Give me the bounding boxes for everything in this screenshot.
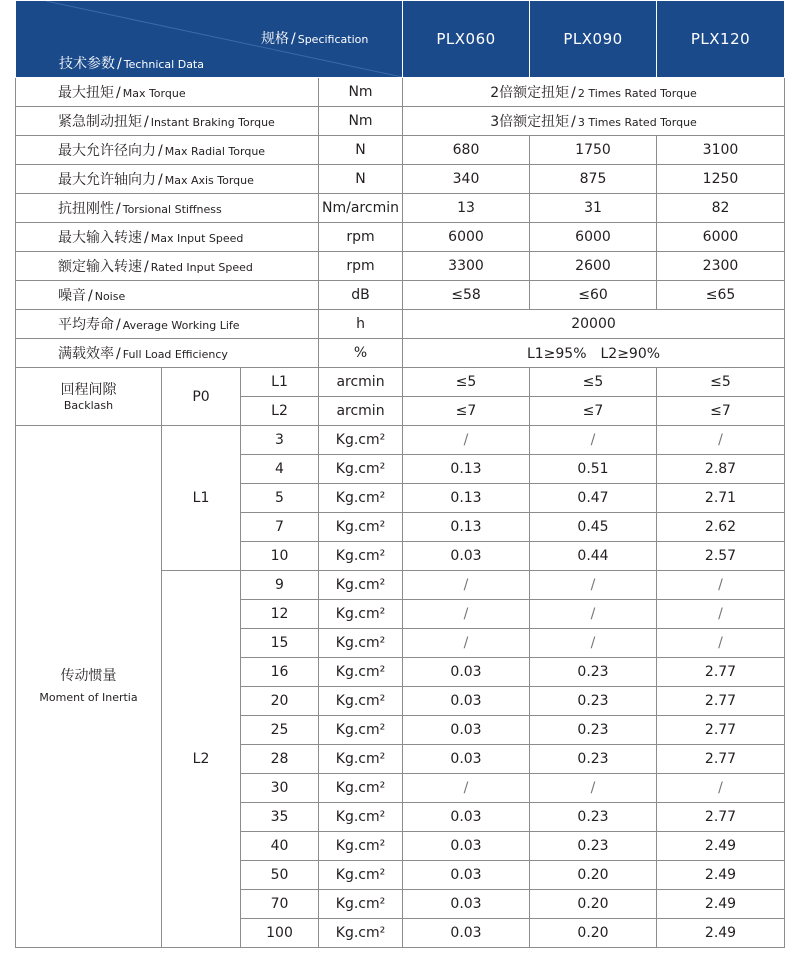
unit-cell: Kg.cm² xyxy=(319,687,403,716)
value-cell: / xyxy=(530,426,657,455)
spec-row xyxy=(16,281,785,310)
merged-value-en: 3 Times Rated Torque xyxy=(577,116,697,129)
value-cell: 0.45 xyxy=(530,513,657,542)
value-cell: 0.03 xyxy=(403,687,530,716)
header-corner-cell xyxy=(16,1,403,78)
param-name-zh: 最大允许轴向力 xyxy=(58,172,156,188)
slash-separator: / xyxy=(158,143,163,159)
stage-cell: L2 xyxy=(241,397,319,426)
unit-cell: dB xyxy=(319,281,403,310)
value-cell: 0.44 xyxy=(530,542,657,571)
unit-cell: rpm xyxy=(319,252,403,281)
value-cell: / xyxy=(403,629,530,658)
param-name-cell xyxy=(16,310,319,339)
merged-value: 3倍额定扭矩 xyxy=(490,114,570,130)
value-cell: / xyxy=(657,774,785,803)
value-cell: 0.51 xyxy=(530,455,657,484)
param-name-en: Rated Input Speed xyxy=(150,261,253,274)
value-cell: 82 xyxy=(657,194,785,223)
ratio-cell: 30 xyxy=(241,774,319,803)
spec-table-body xyxy=(16,1,785,948)
ratio-cell: 9 xyxy=(241,571,319,600)
ratio-cell: 15 xyxy=(241,629,319,658)
ratio-cell: 28 xyxy=(241,745,319,774)
unit-cell: Kg.cm² xyxy=(319,571,403,600)
ratio-cell: 12 xyxy=(241,600,319,629)
value-cell: ≤58 xyxy=(403,281,530,310)
spec-row xyxy=(16,194,785,223)
unit-cell: Kg.cm² xyxy=(319,629,403,658)
value-cell: / xyxy=(657,426,785,455)
ratio-cell: 16 xyxy=(241,658,319,687)
param-name-en: Max Radial Torque xyxy=(164,145,266,158)
ratio-cell: 20 xyxy=(241,687,319,716)
value-cell: 2300 xyxy=(657,252,785,281)
ratio-cell: 5 xyxy=(241,484,319,513)
model-header-plx090: PLX090 xyxy=(530,1,657,78)
param-name-zh: 满载效率 xyxy=(58,346,114,362)
param-name-cell xyxy=(16,339,319,368)
merged-value-cell xyxy=(403,107,785,136)
value-cell: 0.23 xyxy=(530,832,657,861)
value-cell: / xyxy=(530,629,657,658)
slash-separator: / xyxy=(116,346,121,362)
unit-cell: Kg.cm² xyxy=(319,774,403,803)
value-cell: 2.62 xyxy=(657,513,785,542)
model-header-plx120: PLX120 xyxy=(657,1,785,78)
ratio-cell: 100 xyxy=(241,919,319,948)
unit-cell: Kg.cm² xyxy=(319,455,403,484)
unit-cell: Nm xyxy=(319,107,403,136)
value-cell: 0.03 xyxy=(403,542,530,571)
value-cell: 2.77 xyxy=(657,745,785,774)
value-cell: 0.20 xyxy=(530,861,657,890)
unit-cell: Kg.cm² xyxy=(319,890,403,919)
value-cell: 0.03 xyxy=(403,803,530,832)
unit-cell: Kg.cm² xyxy=(319,484,403,513)
stage-cell: L1 xyxy=(241,368,319,397)
slash-separator: / xyxy=(144,230,149,246)
spec-row xyxy=(16,339,785,368)
slash-separator: / xyxy=(116,85,121,101)
stage-group-cell: L2 xyxy=(162,571,241,948)
unit-cell: Kg.cm² xyxy=(319,803,403,832)
spec-row xyxy=(16,252,785,281)
param-name-cell xyxy=(16,165,319,194)
inertia-label-zh: 传动惯量 xyxy=(60,667,117,684)
specification-label: 规格 / Specification xyxy=(261,31,369,47)
backlash-label-zh: 回程间隙 xyxy=(60,381,117,398)
unit-cell: Kg.cm² xyxy=(319,600,403,629)
value-cell: 0.20 xyxy=(530,919,657,948)
unit-cell: Nm xyxy=(319,78,403,107)
merged-value-cell xyxy=(403,339,785,368)
unit-cell: Kg.cm² xyxy=(319,658,403,687)
unit-cell: Kg.cm² xyxy=(319,861,403,890)
value-cell: 2.49 xyxy=(657,890,785,919)
ratio-cell: 35 xyxy=(241,803,319,832)
value-cell: 0.03 xyxy=(403,745,530,774)
param-name-en: Average Working Life xyxy=(122,319,240,332)
value-cell: 0.03 xyxy=(403,890,530,919)
value-cell: 2.71 xyxy=(657,484,785,513)
spec-table xyxy=(15,0,785,948)
value-cell: 31 xyxy=(530,194,657,223)
spec-row xyxy=(16,107,785,136)
value-cell: / xyxy=(403,774,530,803)
param-name-zh: 噪音 xyxy=(58,288,86,304)
value-cell: ≤7 xyxy=(530,397,657,426)
value-cell: 0.23 xyxy=(530,745,657,774)
backlash-group-cell: P0 xyxy=(162,368,241,426)
slash-separator: / xyxy=(116,201,121,217)
param-name-en: Full Load Efficiency xyxy=(122,348,228,361)
slash-separator: / xyxy=(88,288,93,304)
merged-value: L1≥95% L2≥90% xyxy=(526,346,661,362)
value-cell: 2.77 xyxy=(657,658,785,687)
value-cell: 6000 xyxy=(403,223,530,252)
value-cell: 6000 xyxy=(530,223,657,252)
param-name-en: Max Axis Torque xyxy=(164,174,254,187)
value-cell: 875 xyxy=(530,165,657,194)
ratio-cell: 10 xyxy=(241,542,319,571)
slash-separator: / xyxy=(158,172,163,188)
value-cell: 3100 xyxy=(657,136,785,165)
value-cell: 6000 xyxy=(657,223,785,252)
param-name-cell xyxy=(16,78,319,107)
value-cell: 0.13 xyxy=(403,455,530,484)
value-cell: / xyxy=(403,426,530,455)
unit-cell: Kg.cm² xyxy=(319,426,403,455)
backlash-label-en: Backlash xyxy=(63,398,114,412)
value-cell: 680 xyxy=(403,136,530,165)
value-cell: 0.23 xyxy=(530,658,657,687)
value-cell: 13 xyxy=(403,194,530,223)
param-name-zh: 平均寿命 xyxy=(58,317,114,333)
value-cell: 2.77 xyxy=(657,716,785,745)
value-cell: / xyxy=(657,629,785,658)
value-cell: 0.03 xyxy=(403,919,530,948)
value-cell: 0.03 xyxy=(403,658,530,687)
unit-cell: Kg.cm² xyxy=(319,513,403,542)
slash-separator: / xyxy=(144,114,149,130)
param-name-zh: 额定输入转速 xyxy=(58,259,142,275)
slash-separator: / xyxy=(116,317,121,333)
value-cell: 2.77 xyxy=(657,687,785,716)
merged-value-cell xyxy=(403,310,785,339)
value-cell: 2.87 xyxy=(657,455,785,484)
unit-cell: Kg.cm² xyxy=(319,716,403,745)
ratio-cell: 4 xyxy=(241,455,319,484)
unit-cell: % xyxy=(319,339,403,368)
value-cell: ≤7 xyxy=(403,397,530,426)
unit-cell: Kg.cm² xyxy=(319,832,403,861)
spec-row xyxy=(16,310,785,339)
value-cell: 0.20 xyxy=(530,890,657,919)
param-name-cell xyxy=(16,252,319,281)
value-cell: / xyxy=(657,600,785,629)
value-cell: 0.23 xyxy=(530,716,657,745)
spec-row xyxy=(16,78,785,107)
param-name-cell xyxy=(16,223,319,252)
value-cell: 0.13 xyxy=(403,484,530,513)
slash-separator: / xyxy=(144,259,149,275)
value-cell: / xyxy=(530,571,657,600)
unit-cell: h xyxy=(319,310,403,339)
unit-cell: Kg.cm² xyxy=(319,542,403,571)
value-cell: 0.47 xyxy=(530,484,657,513)
value-cell: ≤65 xyxy=(657,281,785,310)
value-cell: 2600 xyxy=(530,252,657,281)
model-header-plx060: PLX060 xyxy=(403,1,530,78)
value-cell: 2.49 xyxy=(657,861,785,890)
value-cell: 0.03 xyxy=(403,716,530,745)
ratio-cell: 40 xyxy=(241,832,319,861)
unit-cell: rpm xyxy=(319,223,403,252)
inertia-label-cell xyxy=(16,426,162,948)
value-cell: 0.23 xyxy=(530,803,657,832)
value-cell: / xyxy=(657,571,785,600)
param-name-cell xyxy=(16,194,319,223)
header-row xyxy=(16,1,785,78)
ratio-cell: 3 xyxy=(241,426,319,455)
ratio-cell: 7 xyxy=(241,513,319,542)
unit-cell: arcmin xyxy=(319,397,403,426)
param-name-zh: 最大输入转速 xyxy=(58,230,142,246)
ratio-cell: 25 xyxy=(241,716,319,745)
spec-row xyxy=(16,136,785,165)
value-cell: 340 xyxy=(403,165,530,194)
param-name-en: Instant Braking Torque xyxy=(150,116,275,129)
inertia-label-en: Moment of Inertia xyxy=(39,690,138,704)
value-cell: 0.03 xyxy=(403,832,530,861)
unit-cell: N xyxy=(319,136,403,165)
ratio-cell: 50 xyxy=(241,861,319,890)
value-cell: ≤5 xyxy=(403,368,530,397)
value-cell: 2.57 xyxy=(657,542,785,571)
slash-separator: / xyxy=(571,114,576,130)
unit-cell: Nm/arcmin xyxy=(319,194,403,223)
unit-cell: arcmin xyxy=(319,368,403,397)
value-cell: ≤60 xyxy=(530,281,657,310)
unit-cell: N xyxy=(319,165,403,194)
slash-separator: / xyxy=(571,85,576,101)
param-name-zh: 紧急制动扭矩 xyxy=(58,114,142,130)
value-cell: / xyxy=(530,774,657,803)
value-cell: ≤7 xyxy=(657,397,785,426)
value-cell: / xyxy=(403,571,530,600)
spec-row xyxy=(16,165,785,194)
param-name-en: Max Input Speed xyxy=(150,232,244,245)
merged-value-cell xyxy=(403,78,785,107)
ratio-cell: 70 xyxy=(241,890,319,919)
param-name-cell xyxy=(16,136,319,165)
value-cell: / xyxy=(403,600,530,629)
value-cell: 1250 xyxy=(657,165,785,194)
merged-value: 2倍额定扭矩 xyxy=(490,85,570,101)
technical-data-label: 技术参数 / Technical Data xyxy=(59,56,204,72)
value-cell: 2.49 xyxy=(657,919,785,948)
inertia-row xyxy=(16,426,785,455)
param-name-zh: 最大允许径向力 xyxy=(58,143,156,159)
param-name-cell xyxy=(16,107,319,136)
backlash-label-cell xyxy=(16,368,162,426)
value-cell: 2.77 xyxy=(657,803,785,832)
value-cell: 0.03 xyxy=(403,861,530,890)
value-cell: 0.13 xyxy=(403,513,530,542)
param-name-zh: 最大扭矩 xyxy=(58,85,114,101)
value-cell: ≤5 xyxy=(530,368,657,397)
backlash-row xyxy=(16,368,785,397)
value-cell: 1750 xyxy=(530,136,657,165)
value-cell: / xyxy=(530,600,657,629)
merged-value: 20000 xyxy=(571,316,616,332)
param-name-en: Torsional Stiffness xyxy=(122,203,222,216)
value-cell: 0.23 xyxy=(530,687,657,716)
unit-cell: Kg.cm² xyxy=(319,919,403,948)
param-name-en: Noise xyxy=(94,290,126,303)
param-name-en: Max Torque xyxy=(122,87,186,100)
value-cell: ≤5 xyxy=(657,368,785,397)
merged-value-en: 2 Times Rated Torque xyxy=(577,87,697,100)
value-cell: 3300 xyxy=(403,252,530,281)
value-cell: 2.49 xyxy=(657,832,785,861)
stage-group-cell: L1 xyxy=(162,426,241,571)
param-name-zh: 抗扭刚性 xyxy=(58,201,114,217)
spec-row xyxy=(16,223,785,252)
unit-cell: Kg.cm² xyxy=(319,745,403,774)
param-name-cell xyxy=(16,281,319,310)
